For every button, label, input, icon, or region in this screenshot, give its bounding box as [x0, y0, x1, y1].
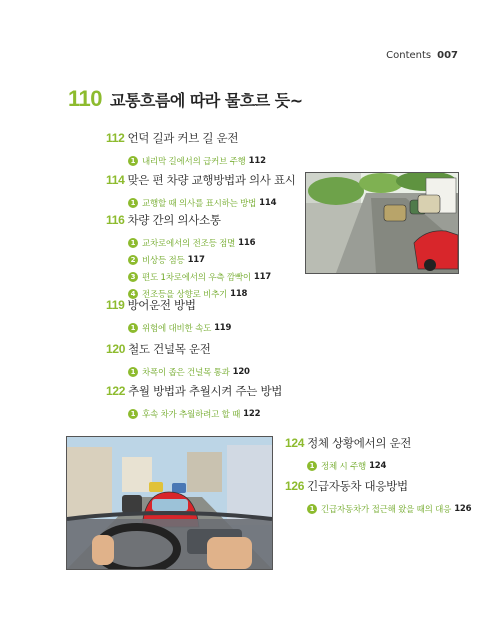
section-title-text: 차량 간의 의사소통 — [127, 213, 221, 227]
section-title-text: 철도 건널목 운전 — [128, 342, 211, 356]
toc-item-page: 122 — [243, 409, 261, 419]
toc-item-page: 119 — [214, 323, 232, 333]
toc-section — [106, 341, 250, 378]
toc-item — [128, 322, 231, 334]
number-bullet-icon: 1 — [307, 504, 317, 514]
toc-item — [128, 254, 271, 266]
chapter-title: 교통흐름에 따라 물흐르 듯~ — [110, 91, 303, 110]
toc-item-page: 126 — [454, 504, 472, 514]
number-bullet-icon: 1 — [307, 461, 317, 471]
section-title — [106, 130, 266, 146]
section-title — [106, 341, 250, 357]
toc-section — [285, 435, 411, 472]
toc-item — [307, 460, 411, 472]
toc-item — [128, 366, 250, 378]
toc-item-page: 120 — [232, 367, 250, 377]
toc-item-text: 위험에 대비한 속도 — [142, 324, 212, 334]
toc-item — [128, 197, 296, 209]
toc-item-page: 117 — [253, 272, 272, 282]
toc-item-page: 117 — [187, 255, 205, 265]
road-scene-image — [306, 173, 458, 273]
section-page: 119 — [106, 298, 125, 312]
toc-item — [307, 503, 471, 515]
number-bullet-icon: 4 — [128, 289, 138, 299]
running-header — [386, 50, 458, 61]
section-title-text: 추월 방법과 추월시켜 주는 방법 — [128, 384, 283, 398]
section-title — [285, 478, 471, 494]
section-page: 126 — [285, 479, 305, 493]
illustration-traffic-driver-view — [66, 436, 273, 570]
toc-section — [106, 130, 266, 167]
section-title-text: 맞은 편 차량 교행방법과 의사 표시 — [127, 173, 296, 187]
traffic-scene-image — [67, 437, 272, 569]
number-bullet-icon: 2 — [128, 255, 138, 265]
section-title — [285, 435, 411, 451]
toc-item-text: 후속 차가 추월하려고 할 때 — [142, 410, 241, 420]
toc-item-text: 정체 시 주행 — [321, 462, 367, 472]
section-page: 116 — [106, 213, 125, 227]
toc-item — [128, 237, 271, 249]
toc-section — [106, 212, 271, 300]
toc-item-text: 교행할 때 의사를 표시하는 방법 — [142, 199, 257, 209]
number-bullet-icon: 1 — [128, 409, 138, 419]
toc-item-page: 124 — [369, 461, 387, 471]
toc-item-text: 전조등을 상향로 비추기 — [142, 290, 228, 300]
toc-item-page: 116 — [238, 238, 256, 248]
chapter-heading — [68, 86, 303, 112]
number-bullet-icon: 1 — [128, 238, 138, 248]
toc-item — [128, 408, 282, 420]
toc-section — [285, 478, 471, 515]
section-page: 122 — [106, 384, 126, 398]
number-bullet-icon: 1 — [128, 156, 138, 166]
number-bullet-icon: 3 — [128, 272, 138, 282]
toc-item-text: 내리막 길에서의 급커브 주행 — [142, 157, 246, 167]
toc-item-text: 비상등 점등 — [142, 256, 185, 266]
section-title-text: 정체 상황에서의 운전 — [307, 436, 412, 450]
section-title — [106, 383, 282, 399]
toc-section — [106, 297, 231, 334]
illustration-road-passing — [305, 172, 459, 274]
header-page-number: 007 — [437, 50, 458, 61]
section-page: 114 — [106, 173, 125, 187]
number-bullet-icon: 1 — [128, 323, 138, 333]
toc-item-text: 긴급자동차가 접근해 왔을 때의 대응 — [321, 505, 452, 515]
section-page: 124 — [285, 436, 305, 450]
toc-item — [128, 155, 266, 167]
number-bullet-icon: 1 — [128, 198, 138, 208]
header-label: Contents — [386, 50, 432, 61]
section-title — [106, 297, 231, 313]
number-bullet-icon: 1 — [128, 367, 138, 377]
toc-section — [106, 172, 296, 209]
section-title-text: 긴급자동차 대응방법 — [307, 479, 408, 493]
section-title — [106, 172, 296, 188]
section-title-text: 방어운전 방법 — [127, 298, 196, 312]
section-title — [106, 212, 271, 228]
section-page: 120 — [106, 342, 126, 356]
section-title-text: 언덕 길과 커브 길 운전 — [127, 131, 239, 145]
toc-item-page: 112 — [248, 156, 266, 166]
toc-item-page: 118 — [230, 289, 248, 299]
toc-item-text: 편도 1차로에서의 우측 깜빡이 — [142, 273, 251, 283]
toc-item-text: 차폭이 좁은 건널목 통과 — [142, 368, 230, 378]
section-page: 112 — [106, 131, 125, 145]
toc-item-text: 교차로에서의 전조등 점멸 — [142, 239, 236, 249]
toc-section — [106, 383, 282, 420]
toc-item — [128, 271, 271, 283]
toc-item-page: 114 — [259, 198, 277, 208]
chapter-number: 110 — [68, 86, 102, 111]
